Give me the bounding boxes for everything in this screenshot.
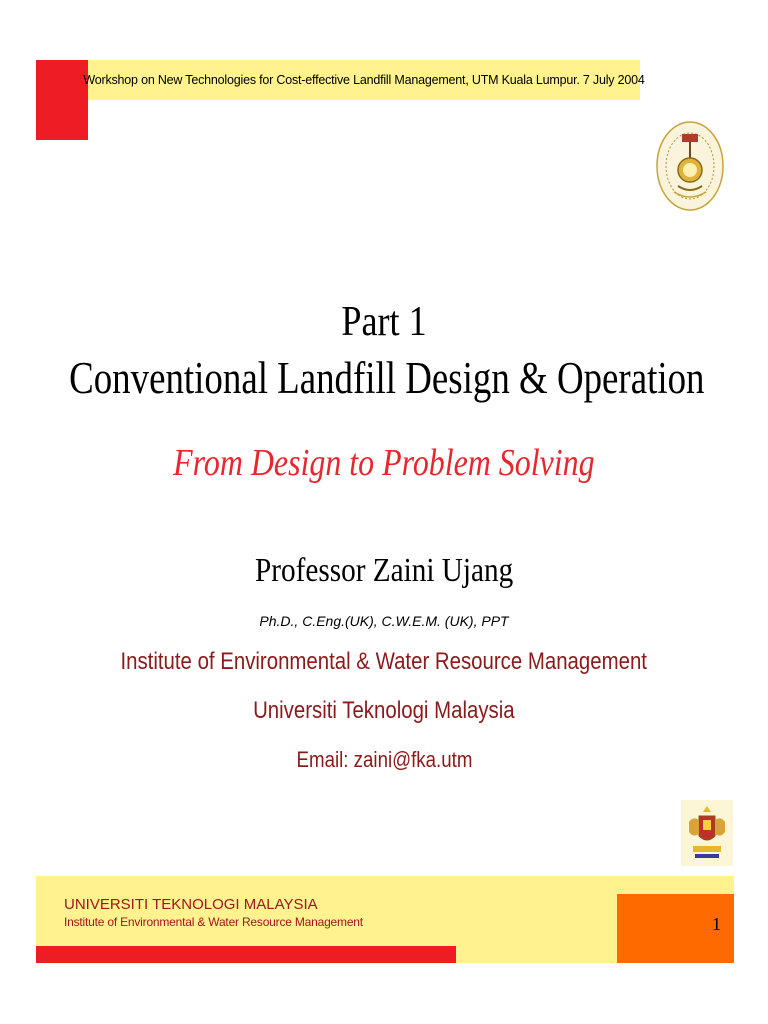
workshop-title: Workshop on New Technologies for Cost-effective Landfill Management, UTM Kuala Lumpur. 7 July 2004 bbox=[83, 73, 645, 87]
author-university bbox=[0, 697, 768, 725]
author-email-text: Email: zaini@fka.utm bbox=[296, 747, 472, 772]
header-red-block bbox=[36, 60, 88, 140]
author-institute bbox=[0, 648, 768, 676]
footer-institute: Institute of Environmental & Water Resource Management bbox=[64, 915, 363, 929]
main-title: Conventional Landfill Design & Operation bbox=[69, 353, 705, 403]
subtitle-text: From Design to Problem Solving bbox=[173, 442, 595, 484]
footer-yellow-bar bbox=[456, 946, 617, 963]
author-credentials: Ph.D., C.Eng.(UK), C.W.E.M. (UK), PPT bbox=[259, 613, 509, 629]
part-title: Part 1 bbox=[341, 299, 427, 345]
page-number: 1 bbox=[712, 914, 721, 934]
subtitle bbox=[0, 441, 768, 485]
footer-university: UNIVERSITI TEKNOLOGI MALAYSIA bbox=[64, 896, 318, 913]
header-banner bbox=[83, 60, 645, 100]
malaysia-coat-of-arms-icon bbox=[681, 800, 733, 866]
footer-red-bar bbox=[36, 946, 456, 963]
utm-seal-icon bbox=[654, 118, 726, 214]
title-block bbox=[0, 296, 768, 408]
author-name-text: Professor Zaini Ujang bbox=[254, 552, 514, 589]
author-university-text: Universiti Teknologi Malaysia bbox=[253, 697, 515, 724]
author-name bbox=[0, 552, 768, 590]
author-institute-text: Institute of Environmental & Water Resource Management bbox=[120, 648, 648, 675]
author-email bbox=[0, 747, 768, 773]
